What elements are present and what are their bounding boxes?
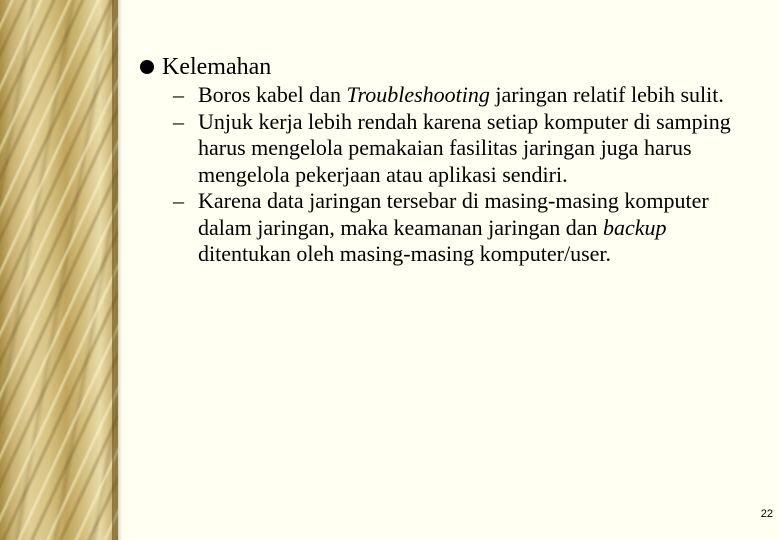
item-text-italic-segment: Troubleshooting — [346, 82, 490, 107]
item-text-italic-segment: backup — [603, 214, 667, 240]
item-text-segment: Boros kabel dan — [198, 82, 347, 107]
heading-row — [140, 52, 760, 82]
page-number: 22 — [760, 508, 773, 520]
item-text-segment: Karena data jaringan tersebar di masing-masing komputer dalam jaringan, maka keamanan jaringan dan — [198, 188, 709, 240]
item-text-segment: Unjuk kerja lebih rendah karena setiap komputer di samping harus mengelola pemakaian fasilitas jaringan juga harus mengelola pekerjaan atau aplikasi sendiri. — [198, 108, 731, 187]
dash-marker: – — [173, 188, 184, 213]
dash-marker: – — [173, 108, 184, 134]
sub-list — [140, 82, 760, 268]
bullet-dot-icon — [140, 60, 154, 74]
item-text-segment: jaringan relatif lebih sulit. — [489, 82, 724, 107]
list-item — [140, 188, 758, 268]
gold-bar-shadow — [112, 0, 122, 540]
list-item — [140, 82, 758, 109]
heading-text: Kelemahan — [162, 54, 272, 80]
slide-content — [140, 52, 760, 268]
dash-marker: – — [173, 82, 184, 107]
list-item — [140, 109, 758, 189]
item-text-segment: ditentukan oleh masing-masing komputer/user. — [198, 241, 612, 266]
decorative-gold-bar — [0, 0, 118, 540]
